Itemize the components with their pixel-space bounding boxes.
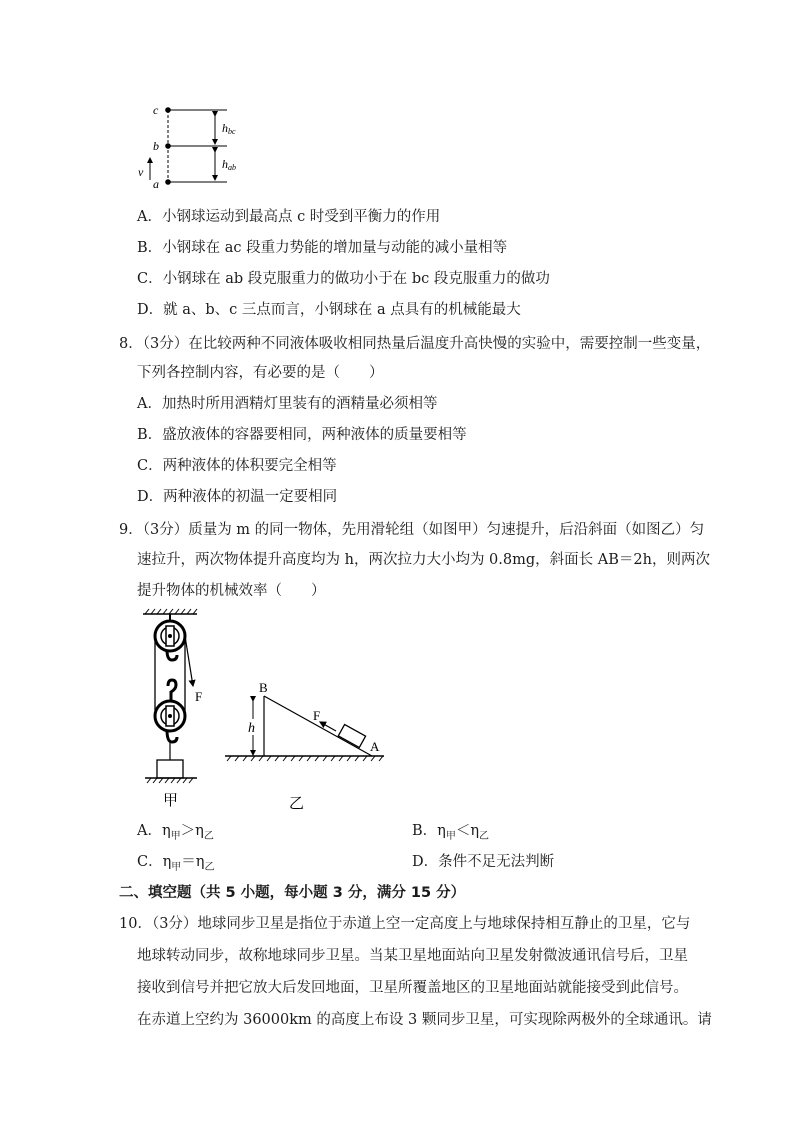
label-hab: hab: [222, 157, 236, 172]
label-B: B: [259, 680, 268, 695]
point-b: [165, 143, 171, 149]
q7-option-c: C．小钢球在 ab 段克服重力的做功小于在 bc 段克服重力的做功: [137, 271, 550, 287]
point-c: [165, 107, 171, 113]
q9-stem-line1: 9．（3分）质量为 m 的同一物体，先用滑轮组（如图甲）匀速提升，后沿斜面（如图乙）匀: [119, 522, 705, 538]
q9-option-d: D．条件不足无法判断: [412, 854, 555, 870]
force-label-pulley: F: [195, 689, 203, 704]
q9-stem-line3: 提升物体的机械效率（ ）: [137, 583, 326, 599]
q8-option-d: D．两种液体的初温一定要相同: [137, 489, 338, 505]
label-c: c: [153, 103, 159, 117]
label-h: h: [248, 721, 255, 736]
incline-slope: [264, 696, 372, 756]
incline-figure: [222, 675, 392, 815]
label-jia: 甲: [163, 793, 179, 809]
q10-stem-line1: 10．（3分）地球同步卫星是指位于赤道上空一定高度上与地球保持相互静止的卫星，它与: [119, 916, 691, 932]
q7-option-b: B．小钢球在 ac 段重力势能的增加量与动能的减小量相等: [137, 240, 508, 256]
q8-option-c: C．两种液体的体积要完全相等: [137, 458, 337, 474]
label-A: A: [370, 739, 380, 754]
q9-option-a: A．$\eta_甲>\eta_乙$: [137, 823, 214, 842]
q7-option-d: D．就 a、b、c 三点而言，小钢球在 a 点具有的机械能最大: [137, 302, 521, 318]
q8-option-a: A．加热时所用酒精灯里装有的酒精量必须相等: [137, 396, 438, 412]
label-a: a: [153, 177, 159, 191]
force-label-incline: F: [313, 708, 321, 723]
q9-stem-line2: 速拉升，两次物体提升高度均为 h，两次拉力大小均为 0.8mg，斜面长 AB＝2h，则两次: [137, 552, 710, 568]
q7-figure: [130, 100, 250, 192]
q10-stem-line2: 地球转动同步，故称地球同步卫星。当某卫星地面站向卫星发射微波通讯信号后，卫星: [137, 948, 688, 964]
q8-option-b: B．盛放液体的容器要相同，两种液体的质量要相等: [137, 427, 467, 443]
q7-option-a: A．小钢球运动到最高点 c 时受到平衡力的作用: [137, 209, 441, 225]
q8-stem-line2: 下列各控制内容，有必要的是（ ）: [137, 365, 384, 381]
label-yi: 乙: [289, 796, 305, 812]
label-b: b: [153, 139, 159, 153]
pulley-figure: [135, 608, 225, 810]
q9-option-b: B．$\eta_甲<\eta_乙$: [412, 823, 490, 842]
point-a: [165, 179, 171, 185]
section2-title: 二、填空题（共 5 小题，每小题 3 分，满分 15 分）: [119, 885, 466, 901]
label-v: v: [138, 165, 144, 179]
q10-stem-line3: 接收到信号并把它放大后发回地面，卫星所覆盖地区的卫星地面站就能接受到此信号。: [137, 980, 688, 996]
q8-stem-line1: 8．（3分）在比较两种不同液体吸收相同热量后温度升高快慢的实验中，需要控制一些变量，: [119, 336, 711, 352]
block-on-slope: [338, 724, 365, 747]
q9-option-c: C．$\eta_甲=\eta_乙$: [137, 854, 215, 873]
label-hbc: hbc: [222, 121, 236, 136]
weight-block: [157, 760, 183, 778]
q10-stem-line4: 在赤道上空约为 36000km 的高度上布设 3 颗同步卫星，可实现除两极外的全球通讯。请: [137, 1012, 712, 1028]
